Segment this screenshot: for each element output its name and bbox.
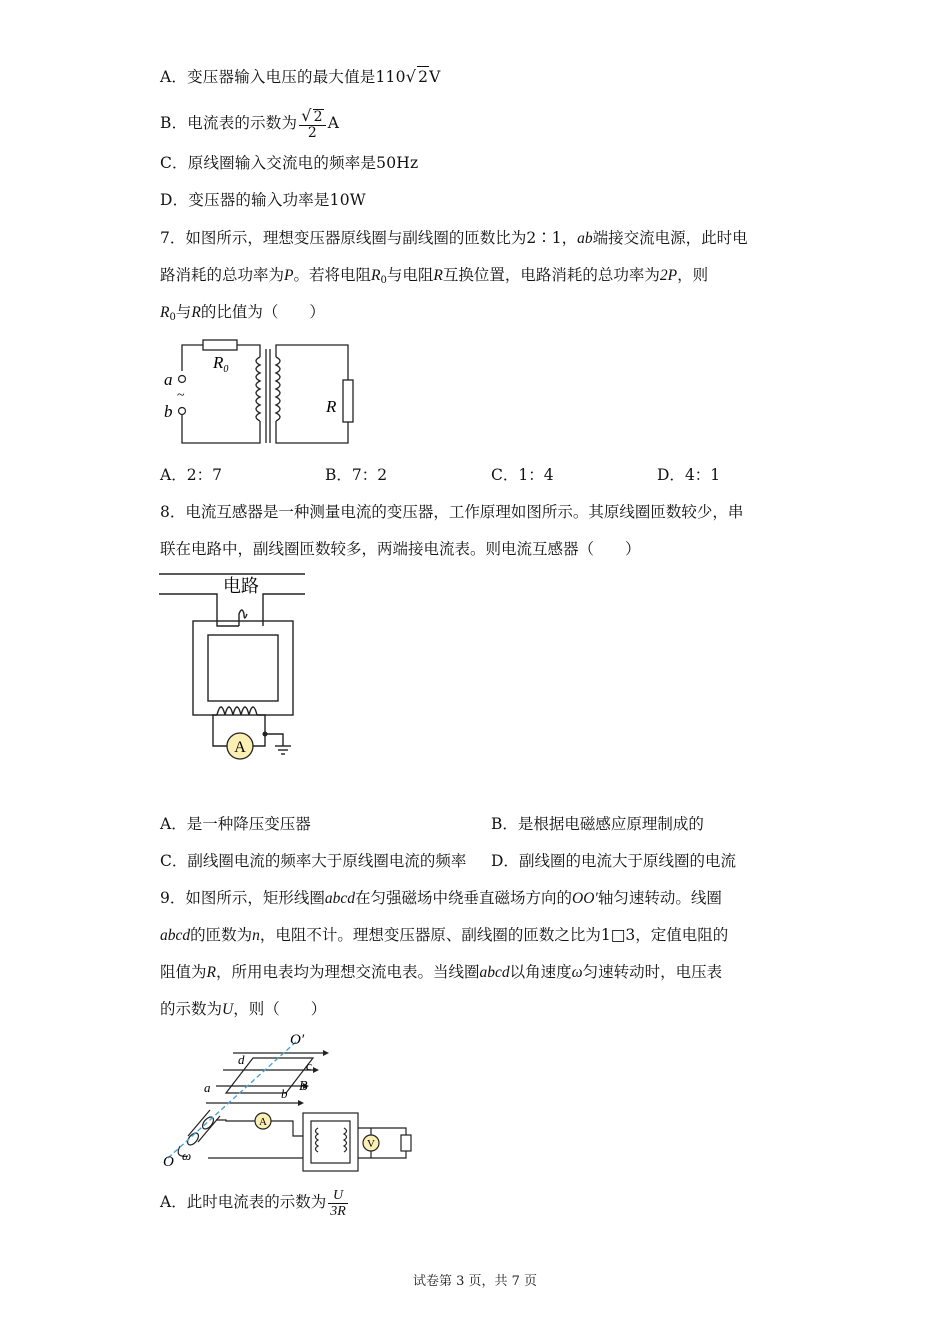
var-R: R bbox=[206, 964, 216, 981]
terminal-b bbox=[179, 408, 186, 415]
field-arrow-icon bbox=[313, 1067, 319, 1073]
resistor-r0 bbox=[203, 340, 237, 350]
q8-option-d bbox=[491, 851, 736, 871]
resistor-r bbox=[401, 1135, 411, 1151]
wire bbox=[182, 345, 203, 371]
var-U: U bbox=[222, 1001, 234, 1018]
var-abcd: abcd bbox=[324, 890, 356, 907]
option-label: A． bbox=[160, 466, 187, 484]
q7-option-b bbox=[325, 465, 387, 485]
fraction bbox=[299, 105, 326, 141]
option-label: B． bbox=[325, 466, 352, 484]
text: 互换位置，电路消耗的总功率为 bbox=[442, 266, 660, 284]
q7-option-a bbox=[160, 465, 222, 485]
ammeter-label: A bbox=[234, 739, 246, 756]
option-text: 2：7 bbox=[186, 466, 222, 484]
option-text: 变压器输入电压的最大值是 bbox=[187, 68, 376, 86]
max-voltage-value bbox=[376, 68, 441, 86]
q8-stem-line1: 8．电流互感器是一种测量电流的变压器，工作原理如图所示。其原线圈匝数较少，串 bbox=[160, 503, 744, 521]
q7-option-d bbox=[657, 465, 720, 485]
subscript: 0 bbox=[380, 275, 387, 286]
wire bbox=[237, 345, 260, 357]
option-text: 是根据电磁感应原理制成的 bbox=[517, 815, 704, 833]
primary-coil-icon bbox=[239, 610, 247, 626]
var-2P: 2P bbox=[659, 267, 678, 284]
sqrt-icon: √ bbox=[405, 67, 417, 86]
ground-wire bbox=[265, 734, 283, 746]
text: 匀速转动时，电压表 bbox=[582, 963, 723, 981]
option-label: A． bbox=[160, 1193, 187, 1211]
q6-option-b bbox=[160, 106, 339, 140]
text: ，电阻不计。理想变压器原、副线圈的匝数之比为1□3，定值电阻的 bbox=[259, 926, 729, 944]
option-text: 此时电流表的示数为 bbox=[186, 1193, 327, 1211]
option-label: C． bbox=[160, 154, 188, 172]
option-label: D． bbox=[160, 191, 189, 209]
text: 与电阻 bbox=[386, 266, 434, 284]
label-b: b bbox=[164, 402, 173, 421]
field-arrow-icon bbox=[298, 1100, 304, 1106]
wire bbox=[182, 415, 260, 443]
page-footer: 试卷第 3 页，共 7 页 bbox=[412, 1274, 538, 1289]
option-label: D． bbox=[657, 466, 685, 484]
var-oo: OO′ bbox=[572, 890, 598, 907]
subscript: 0 bbox=[169, 312, 176, 323]
fraction-numerator: U bbox=[328, 1188, 348, 1204]
q8-option-c bbox=[160, 851, 466, 871]
primary-coil bbox=[256, 357, 260, 421]
option-label: A． bbox=[160, 68, 188, 86]
var-R0: R bbox=[160, 304, 170, 321]
wire bbox=[358, 1151, 406, 1158]
text: 路消耗的总功率为 bbox=[160, 266, 285, 284]
q6-option-c bbox=[160, 153, 418, 173]
text: ，则 bbox=[677, 266, 709, 284]
q8-current-transformer-figure bbox=[155, 568, 310, 763]
transformer-window bbox=[311, 1121, 350, 1163]
option-text: 原线圈输入交流电的频率是50Hz bbox=[187, 154, 419, 172]
ac-source-icon: ~ bbox=[177, 388, 185, 403]
text: 的匝数为 bbox=[190, 926, 253, 944]
label-o: O bbox=[163, 1154, 174, 1170]
slip-ring bbox=[185, 1131, 200, 1147]
text: 轴匀速转动。线圈 bbox=[597, 889, 722, 907]
q9-stem-line2 bbox=[160, 925, 728, 946]
option-label: C． bbox=[160, 852, 188, 870]
label-a: a bbox=[204, 1080, 211, 1095]
q9-generator-figure bbox=[158, 1028, 420, 1173]
option-text: 副线圈的电流大于原线圈的电流 bbox=[518, 852, 736, 870]
q6-option-d bbox=[160, 190, 366, 210]
label-a: a bbox=[164, 370, 173, 389]
q7-stem-line2 bbox=[160, 265, 708, 291]
text: 的比值为（ ） bbox=[200, 303, 325, 321]
wire bbox=[216, 1120, 255, 1121]
label-c: c bbox=[306, 1058, 312, 1073]
junction-dot bbox=[263, 732, 268, 737]
q7-stem-line3 bbox=[160, 302, 325, 328]
text: 以角速度 bbox=[509, 963, 572, 981]
option-text: 4：1 bbox=[684, 466, 721, 484]
wire bbox=[358, 1128, 406, 1135]
var-abcd: abcd bbox=[479, 964, 510, 981]
sqrt-icon: √ bbox=[301, 105, 312, 125]
circuit-label: 电路 bbox=[223, 576, 259, 596]
option-label: B． bbox=[491, 815, 518, 833]
label-field-b: B bbox=[299, 1079, 308, 1094]
var-n: n bbox=[252, 927, 260, 944]
q8-stem-line2: 联在电路中，副线圈匝数较多，两端接电流表。则电流互感器（ ） bbox=[160, 540, 641, 558]
voltmeter-label: V bbox=[367, 1138, 375, 1150]
wire bbox=[276, 345, 348, 380]
field-arrow-icon bbox=[323, 1050, 329, 1056]
q6-option-a bbox=[160, 66, 441, 87]
fraction-denominator: 2 bbox=[307, 124, 318, 141]
q9-stem-line4 bbox=[160, 999, 326, 1020]
option-label: D． bbox=[491, 852, 519, 870]
q9-option-a bbox=[160, 1182, 350, 1222]
terminal-a bbox=[179, 376, 186, 383]
secondary-coil bbox=[344, 1128, 347, 1152]
q7-circuit-figure bbox=[158, 335, 363, 450]
q8-option-a bbox=[160, 814, 311, 834]
fraction-numerator bbox=[299, 105, 326, 126]
label-b: b bbox=[281, 1086, 288, 1101]
unit: V bbox=[429, 68, 441, 86]
q7-option-c bbox=[491, 465, 554, 485]
wire bbox=[253, 715, 265, 746]
wire bbox=[276, 421, 348, 443]
option-text: 变压器的输入功率是10W bbox=[188, 191, 366, 209]
var-R: R bbox=[191, 304, 201, 321]
option-text: 1：4 bbox=[518, 466, 554, 484]
var-omega: ω bbox=[571, 964, 583, 981]
label-omega: ω bbox=[182, 1148, 192, 1163]
core-inner bbox=[208, 635, 278, 701]
q7-stem-line1 bbox=[160, 228, 748, 249]
fraction bbox=[328, 1188, 348, 1219]
option-text: 副线圈电流的频率大于原线圈电流的频率 bbox=[187, 852, 467, 870]
var-R0: R bbox=[371, 267, 381, 284]
text: 端接交流电源，此时电 bbox=[592, 229, 748, 247]
text: 阻值为 bbox=[160, 963, 207, 981]
label-r0: $R_0$ bbox=[213, 353, 229, 375]
q9-stem-line1 bbox=[160, 888, 722, 909]
unit: A bbox=[327, 114, 340, 132]
q9-stem-line3 bbox=[160, 962, 722, 983]
text: 。若将电阻 bbox=[293, 266, 371, 284]
value-integer: 110 bbox=[375, 68, 406, 86]
text: ，则（ ） bbox=[233, 1000, 327, 1018]
text: 与 bbox=[175, 303, 192, 321]
var-abcd: abcd bbox=[160, 927, 191, 944]
fraction-denominator: 3R bbox=[330, 1203, 346, 1219]
option-label: A． bbox=[160, 815, 187, 833]
radicand: 2 bbox=[418, 68, 429, 86]
radicand: 2 bbox=[313, 108, 323, 125]
text: 9．如图所示，矩形线圈 bbox=[160, 889, 325, 907]
label-d: d bbox=[238, 1052, 245, 1067]
resistor-r bbox=[343, 380, 353, 422]
text: 7．如图所示，理想变压器原线圈与副线圈的匝数比为2∶1， bbox=[160, 229, 578, 247]
ammeter-label: A bbox=[259, 1116, 267, 1128]
var-P: P bbox=[284, 267, 294, 284]
option-text: 是一种降压变压器 bbox=[186, 815, 311, 833]
text: 的示数为 bbox=[160, 1000, 223, 1018]
option-text: 7：2 bbox=[351, 466, 388, 484]
wire bbox=[271, 1121, 303, 1136]
label-r: R bbox=[326, 397, 337, 416]
text: 在匀强磁场中绕垂直磁场方向的 bbox=[355, 889, 573, 907]
primary-coil bbox=[316, 1128, 319, 1152]
secondary-coil bbox=[217, 707, 257, 715]
secondary-coil bbox=[276, 357, 280, 421]
wire bbox=[213, 715, 227, 746]
var-ab: ab bbox=[577, 230, 593, 247]
option-text: 电流表的示数为 bbox=[187, 114, 298, 132]
option-label: C． bbox=[491, 466, 519, 484]
label-o-prime: O′ bbox=[290, 1032, 305, 1048]
var-R: R bbox=[433, 267, 443, 284]
q8-option-b bbox=[491, 814, 704, 834]
text: ，所用电表均为理想交流电表。当线圈 bbox=[215, 963, 480, 981]
option-label: B． bbox=[160, 114, 188, 132]
